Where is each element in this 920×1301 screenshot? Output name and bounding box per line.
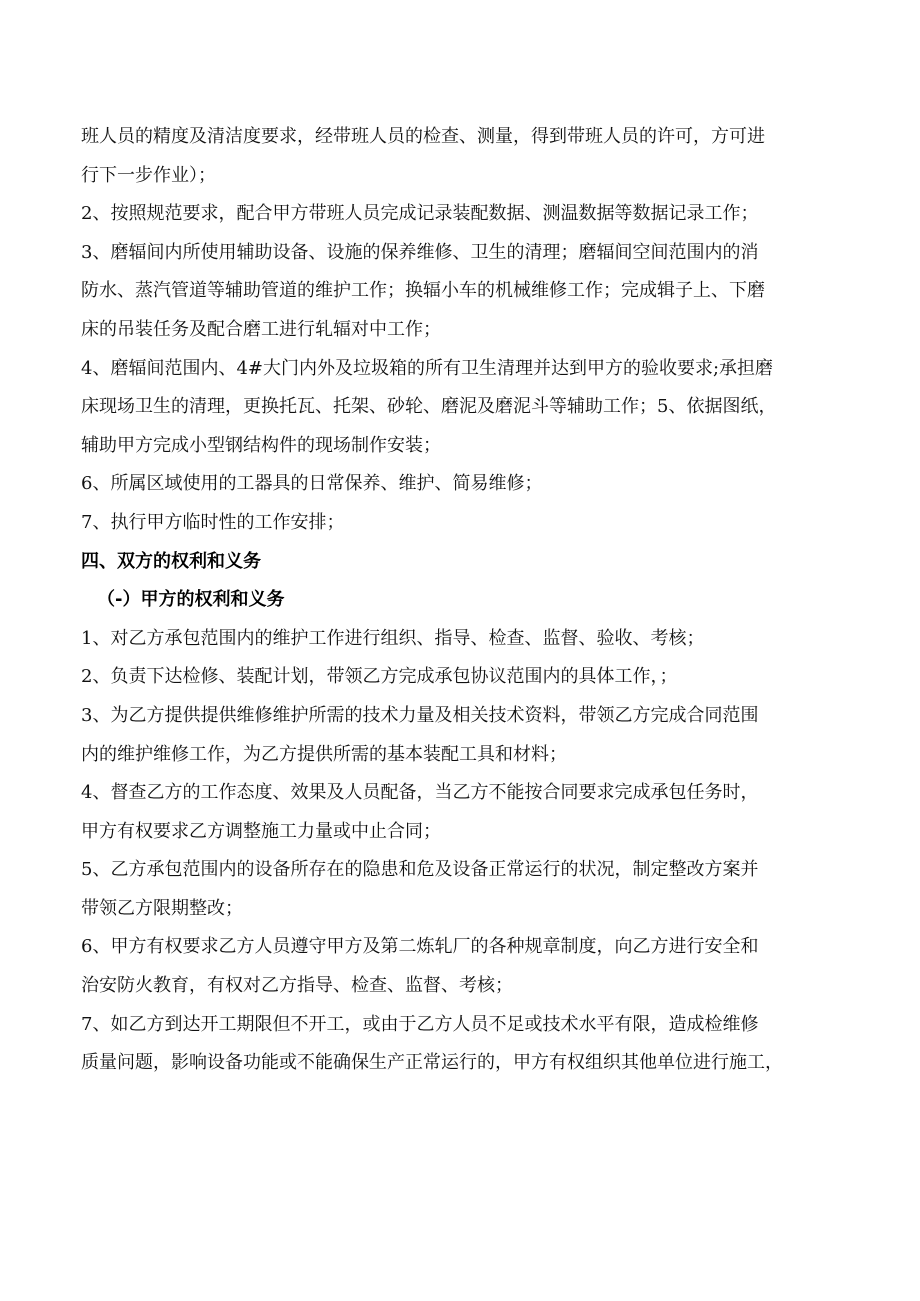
text-line: 治安防火教育，有权对乙方指导、检查、监督、考核；	[81, 975, 513, 997]
text-line: 7、如乙方到达开工期限但不开工，或由于乙方人员不足或技术水平有限，造成检维修	[81, 1013, 759, 1035]
text-line: 3、磨辐间内所使用辅助设备、设施的保养维修、卫生的清理；磨辐间空间范围内的消	[81, 241, 759, 263]
text-line: 6、所属区域使用的工器具的日常保养、维护、简易维修；	[81, 473, 543, 495]
text-line: 5、乙方承包范围内的设备所存在的隐患和危及设备正常运行的状况，制定整改方案并	[81, 859, 759, 881]
text-line: 床的吊装任务及配合磨工进行轧辐对中工作；	[81, 318, 441, 340]
document-body	[81, 118, 847, 1083]
text-line: 行下一步作业）；	[81, 164, 216, 186]
text-line: 床现场卫生的清理，更换托瓦、托架、砂轮、磨泥及磨泥斗等辅助工作；5、依据图纸，	[81, 396, 777, 418]
text-line: 辅助甲方完成小型钢结构件的现场制作安装；	[81, 434, 441, 456]
text-line: 1、对乙方承包范围内的维护工作进行组织、指导、检查、监督、验收、考核；	[81, 627, 705, 649]
text-line: 防水、蒸汽管道等辅助管道的维护工作；换辐小车的机械维修工作；完成辑子上、下磨	[81, 280, 765, 302]
text-line: 4、磨辐间范围内、4#大门内外及垃圾箱的所有卫生清理并达到甲方的验收要求;承担磨	[81, 357, 774, 379]
text-line: 7、执行甲方临时性的工作安排；	[81, 511, 345, 533]
subsection-heading: （-）甲方的权利和义务	[97, 589, 285, 611]
text-line: 内的维护维修工作，为乙方提供所需的基本装配工具和材料；	[81, 743, 567, 765]
text-line: 3、为乙方提供提供维修维护所需的技术力量及相关技术资料，带领乙方完成合同范围	[81, 704, 759, 726]
text-line: 2、按照规范要求，配合甲方带班人员完成记录装配数据、测温数据等数据记录工作；	[81, 203, 759, 225]
text-line: 2、负责下达检修、装配计划，带领乙方完成承包协议范围内的具体工作，；	[81, 666, 678, 688]
text-line: 甲方有权要求乙方调整施工力量或中止合同；	[81, 820, 441, 842]
text-line: 班人员的精度及清洁度要求，经带班人员的检查、测量，得到带班人员的许可，方可进	[81, 126, 765, 147]
text-line: 6、甲方有权要求乙方人员遵守甲方及第二炼轧厂的各种规章制度，向乙方进行安全和	[81, 936, 759, 958]
text-line: 质量问题，影响设备功能或不能确保生产正常运行的，甲方有权组织其他单位进行施工，	[81, 1052, 783, 1074]
text-line: 4、督查乙方的工作态度、效果及人员配备，当乙方不能按合同要求完成承包任务时，	[81, 782, 759, 804]
text-line: 带领乙方限期整改；	[81, 897, 243, 919]
section-heading: 四、双方的权利和义务	[81, 550, 261, 572]
